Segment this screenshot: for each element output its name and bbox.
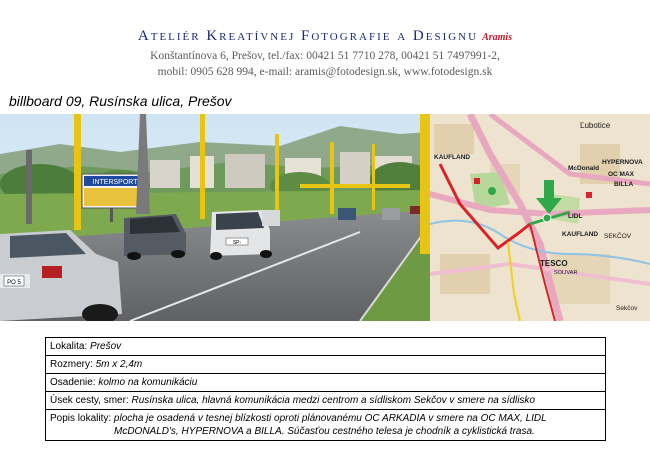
map-label-hypernova: HYPERNOVA [602,159,643,166]
info-value-line-1: plocha je osadená v tesnej blízkosti oproti plánovanému OC ARKADIA v smere na OC MAX, LIDL [113,413,547,424]
map-label-solivar: SOLIVAR [554,270,578,276]
map-label-lidl: LIDL [568,213,583,220]
map-label-oc-max: OC MAX [608,171,634,178]
address-line-2: mobil: 0905 628 994, e-mail: aramis@fotodesign.sk, www.fotodesign.sk [157,66,493,78]
info-value: kolmo na komunikáciu [98,377,198,388]
info-label: Popis lokality: [50,413,112,424]
map-label-kaufland-2: KAUFLAND [562,231,599,238]
info-table [45,337,606,441]
brand-logo: Aramis [482,32,513,43]
map-label-sekcov-1: SEKČOV [604,233,632,240]
info-label: Úsek cesty, smer: [50,395,129,406]
info-row-lokalita [46,338,605,356]
billboard-title: billboard 09, Rusínska ulica, Prešov [9,93,232,109]
map-label-billa: BILLA [614,181,634,188]
info-row-osadenie [46,374,605,392]
info-label: Osadenie: [50,377,96,388]
map-label-sekcov-2: Sekčov [616,305,638,312]
map-label-tesco: TESCO [540,259,568,268]
map-label-lubotice: Ľubotice [580,121,611,130]
billboard-text: INTERSPORT [92,179,138,186]
street-photo [0,114,430,321]
info-row-usek-cesty [46,392,605,410]
plate-left: PO 5 [7,280,21,286]
map-label-kaufland-1: KAUFLAND [434,154,471,161]
info-row-rozmery [46,356,605,374]
info-row-popis [46,410,605,441]
info-label: Rozmery: [50,359,93,370]
letterhead [0,0,650,84]
info-value: Prešov [90,341,122,352]
info-value: Rusínska ulica, hlavná komunikácia medzi centrom a sídliskom Sekčov v smere na sídlisko [131,395,535,406]
info-value: 5m x 2,4m [95,359,143,370]
map-label-mcdonald: McDonald [568,165,600,172]
plate-center: SP- [232,240,242,246]
location-map [430,114,650,321]
address-line-1: Konštantínova 6, Prešov, tel./fax: 00421 51 7710 278, 00421 51 7497991-2, [150,50,500,62]
info-value-line-2: McDONALD's, HYPERNOVA a BILLA. Súčasťou cestného telesa je chodník a cyklistická trasa. [114,426,535,437]
info-label: Lokalita: [50,341,88,352]
company-name: Ateliér Kreatívnej Fotografie a Designu Aramis [137,28,513,44]
